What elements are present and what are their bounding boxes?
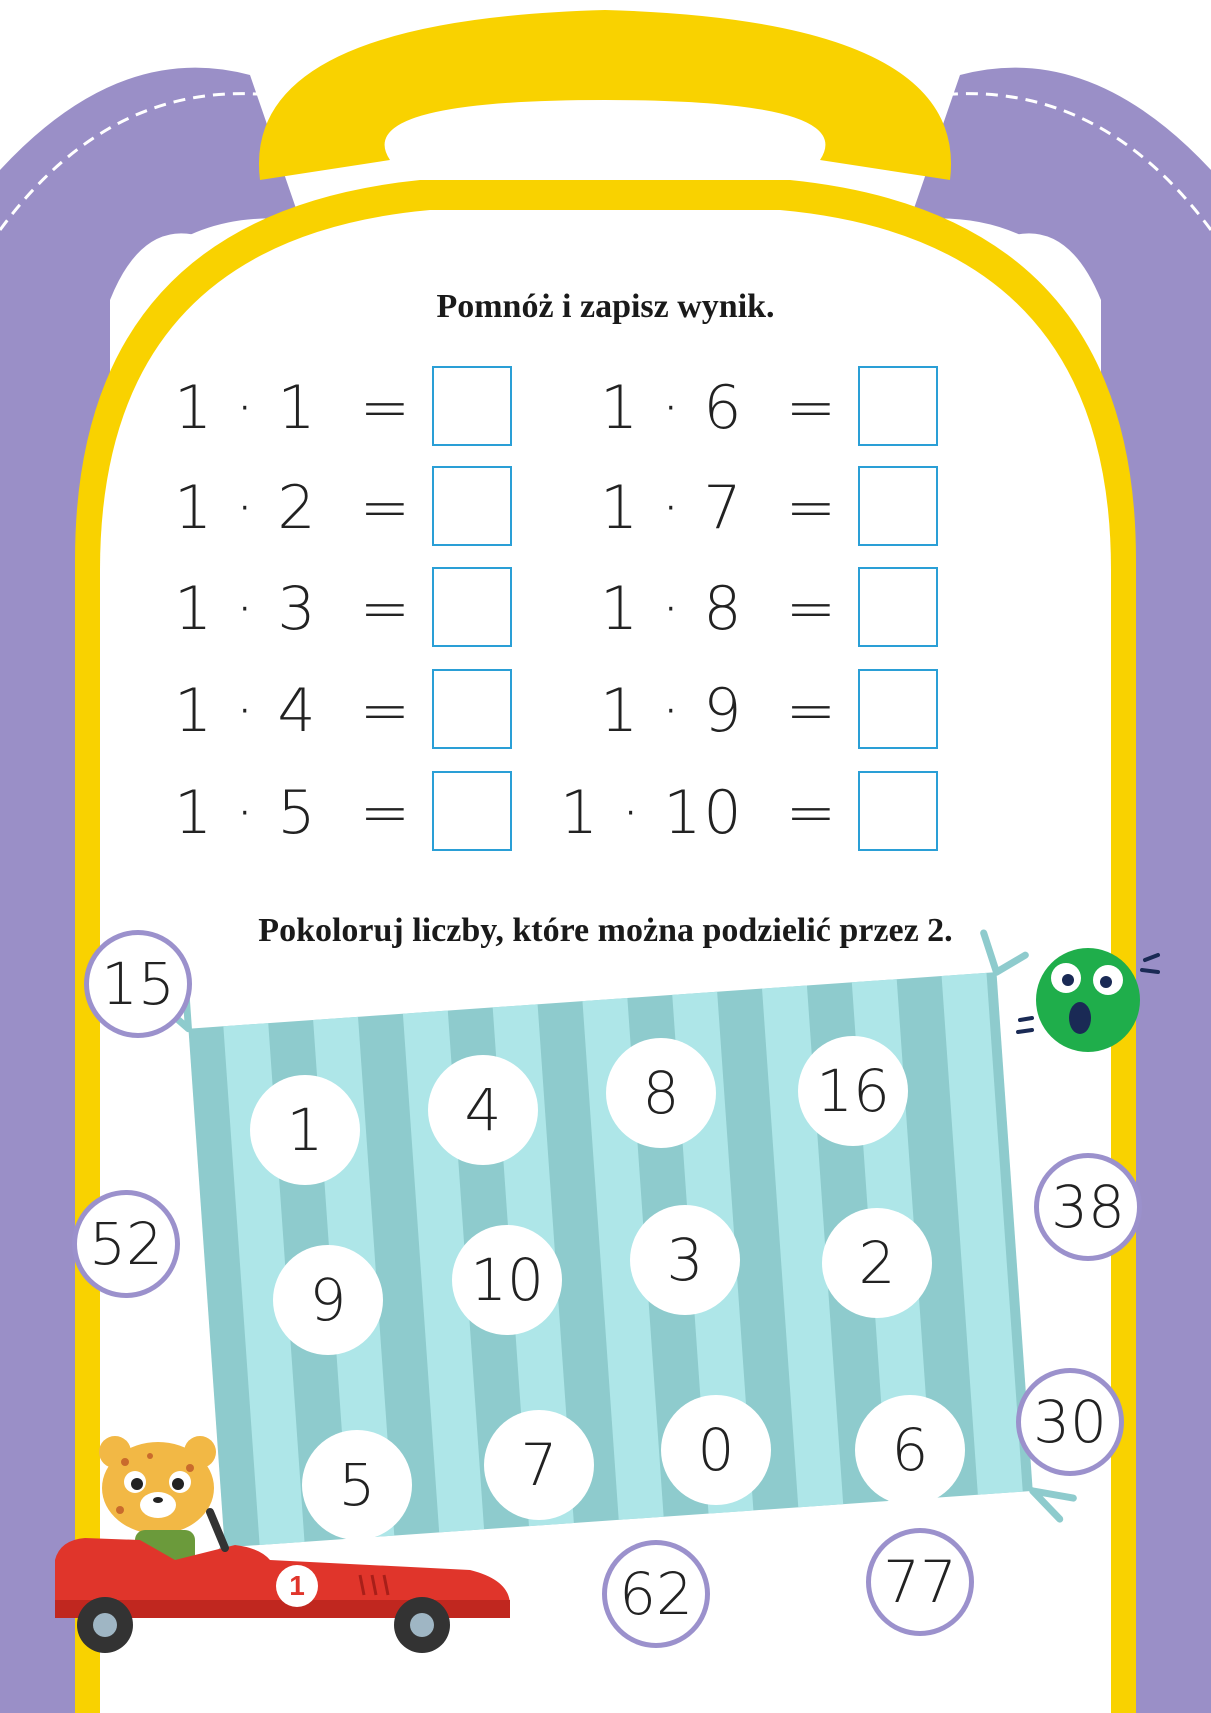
equation-row <box>560 669 938 753</box>
answer-box[interactable] <box>432 567 512 647</box>
answer-box[interactable] <box>858 669 938 749</box>
answer-box[interactable] <box>432 466 512 546</box>
equation-text: 1 · 10 = <box>559 778 838 848</box>
number-circle-outline[interactable]: 52 <box>72 1190 180 1298</box>
equation-row <box>174 669 512 753</box>
number-circle[interactable]: 4 <box>428 1055 538 1165</box>
number-circle[interactable]: 0 <box>661 1395 771 1505</box>
equation-text: 1 · 1 = <box>174 373 412 443</box>
equation-row <box>174 466 512 550</box>
equation-row <box>560 771 938 855</box>
number-circle[interactable]: 2 <box>822 1208 932 1318</box>
number-circle[interactable]: 1 <box>250 1075 360 1185</box>
answer-box[interactable] <box>858 567 938 647</box>
instruction-multiply: Pomnóż i zapisz wynik. <box>436 288 775 325</box>
instruction-color: Pokoloruj liczby, które można podzielić przez 2. <box>258 912 953 949</box>
number-circle[interactable]: 3 <box>630 1205 740 1315</box>
number-circle-outline[interactable]: 77 <box>866 1528 974 1636</box>
number-circle[interactable]: 16 <box>798 1036 908 1146</box>
number-circle[interactable]: 8 <box>606 1038 716 1148</box>
equation-text: 1 · 5 = <box>174 778 412 848</box>
equation-row <box>560 466 938 550</box>
equation-text: 1 · 8 = <box>600 574 838 644</box>
number-circle[interactable]: 7 <box>484 1410 594 1520</box>
equation-row <box>174 366 512 450</box>
equation-row <box>560 366 938 450</box>
answer-box[interactable] <box>432 366 512 446</box>
number-circle[interactable]: 5 <box>302 1430 412 1540</box>
answer-box[interactable] <box>432 771 512 851</box>
equation-row <box>560 567 938 651</box>
number-circle[interactable]: 9 <box>273 1245 383 1355</box>
equation-text: 1 · 2 = <box>174 473 412 543</box>
equation-text: 1 · 4 = <box>174 676 412 746</box>
equation-text: 1 · 7 = <box>600 473 838 543</box>
number-circle-outline[interactable]: 38 <box>1034 1153 1142 1261</box>
number-circle-outline[interactable]: 30 <box>1016 1368 1124 1476</box>
answer-box[interactable] <box>858 466 938 546</box>
number-circle-outline[interactable]: 15 <box>84 930 192 1038</box>
car-number: 1 <box>289 1570 305 1601</box>
equation-text: 1 · 3 = <box>174 574 412 644</box>
backpack-handle <box>259 10 951 180</box>
number-circle-outline[interactable]: 62 <box>602 1540 710 1648</box>
equation-text: 1 · 9 = <box>600 676 838 746</box>
answer-box[interactable] <box>858 366 938 446</box>
answer-box[interactable] <box>858 771 938 851</box>
equation-row <box>174 567 512 651</box>
equation-row <box>174 771 512 855</box>
answer-box[interactable] <box>432 669 512 749</box>
number-circle[interactable]: 10 <box>452 1225 562 1335</box>
equation-text: 1 · 6 = <box>600 373 838 443</box>
number-circle[interactable]: 6 <box>855 1395 965 1505</box>
